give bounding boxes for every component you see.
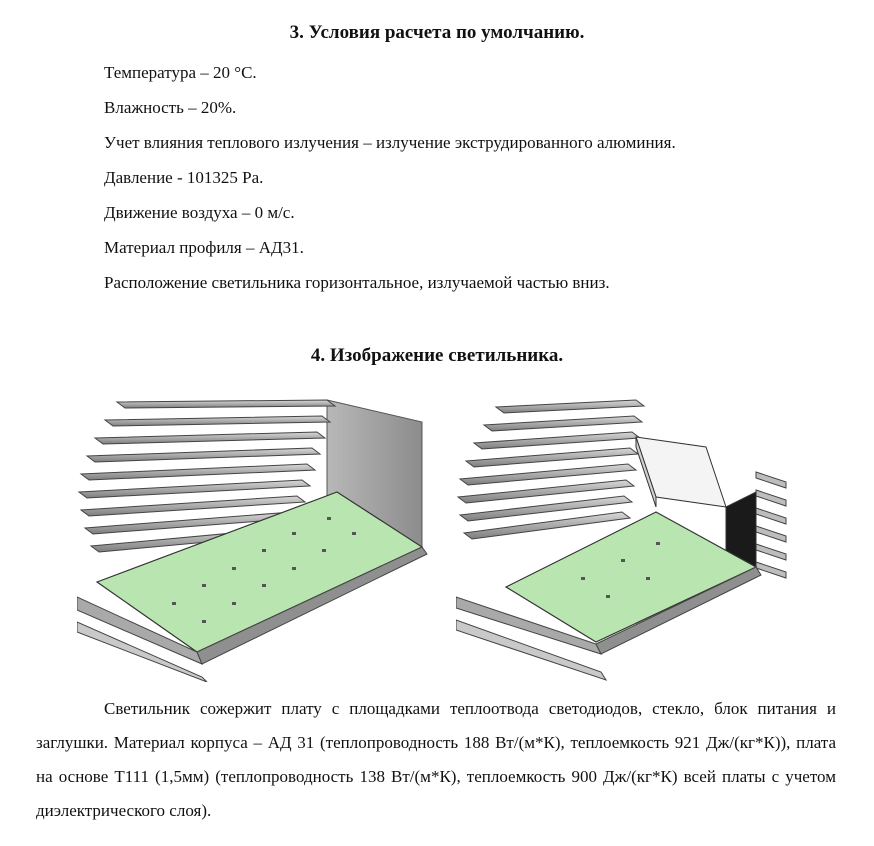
condition-radiation: Учет влияния теплового излучения – излучение экструдированного алюминия. [104,133,676,152]
condition-humidity: Влажность – 20%. [104,98,237,117]
luminaire-image-right [456,382,799,682]
condition-pressure: Давление - 101325 Ра. [104,168,264,187]
luminaire-description: Светильник сожержит плату с площадками теплоотвода светодиодов, стекло, блок питания и заглушки. Материал корпуса – АД 31 (теплопроводность 188 Вт/(м*К), теплоемкость 921 Дж/(кг*К)), плата на основе Т111 (1,5мм) (теплопроводность 138 Вт/(м*К), теплоемкость 900 Дж/(кг*К) всей платы с учетом диэлектрического слоя). [36,699,836,820]
section3-title: 3. Условия расчета по умолчанию. [289,22,585,43]
condition-temperature: Температура – 20 °С. [104,63,257,82]
condition-material: Материал профиля – АД31. [104,238,304,257]
condition-air-movement: Движение воздуха – 0 м/с. [104,203,295,222]
luminaire-image-left [77,382,450,682]
section4-title: 4. Изображение светильника. [310,345,564,366]
condition-orientation: Расположение светильника горизонтальное, излучаемой частью вниз. [104,273,610,292]
